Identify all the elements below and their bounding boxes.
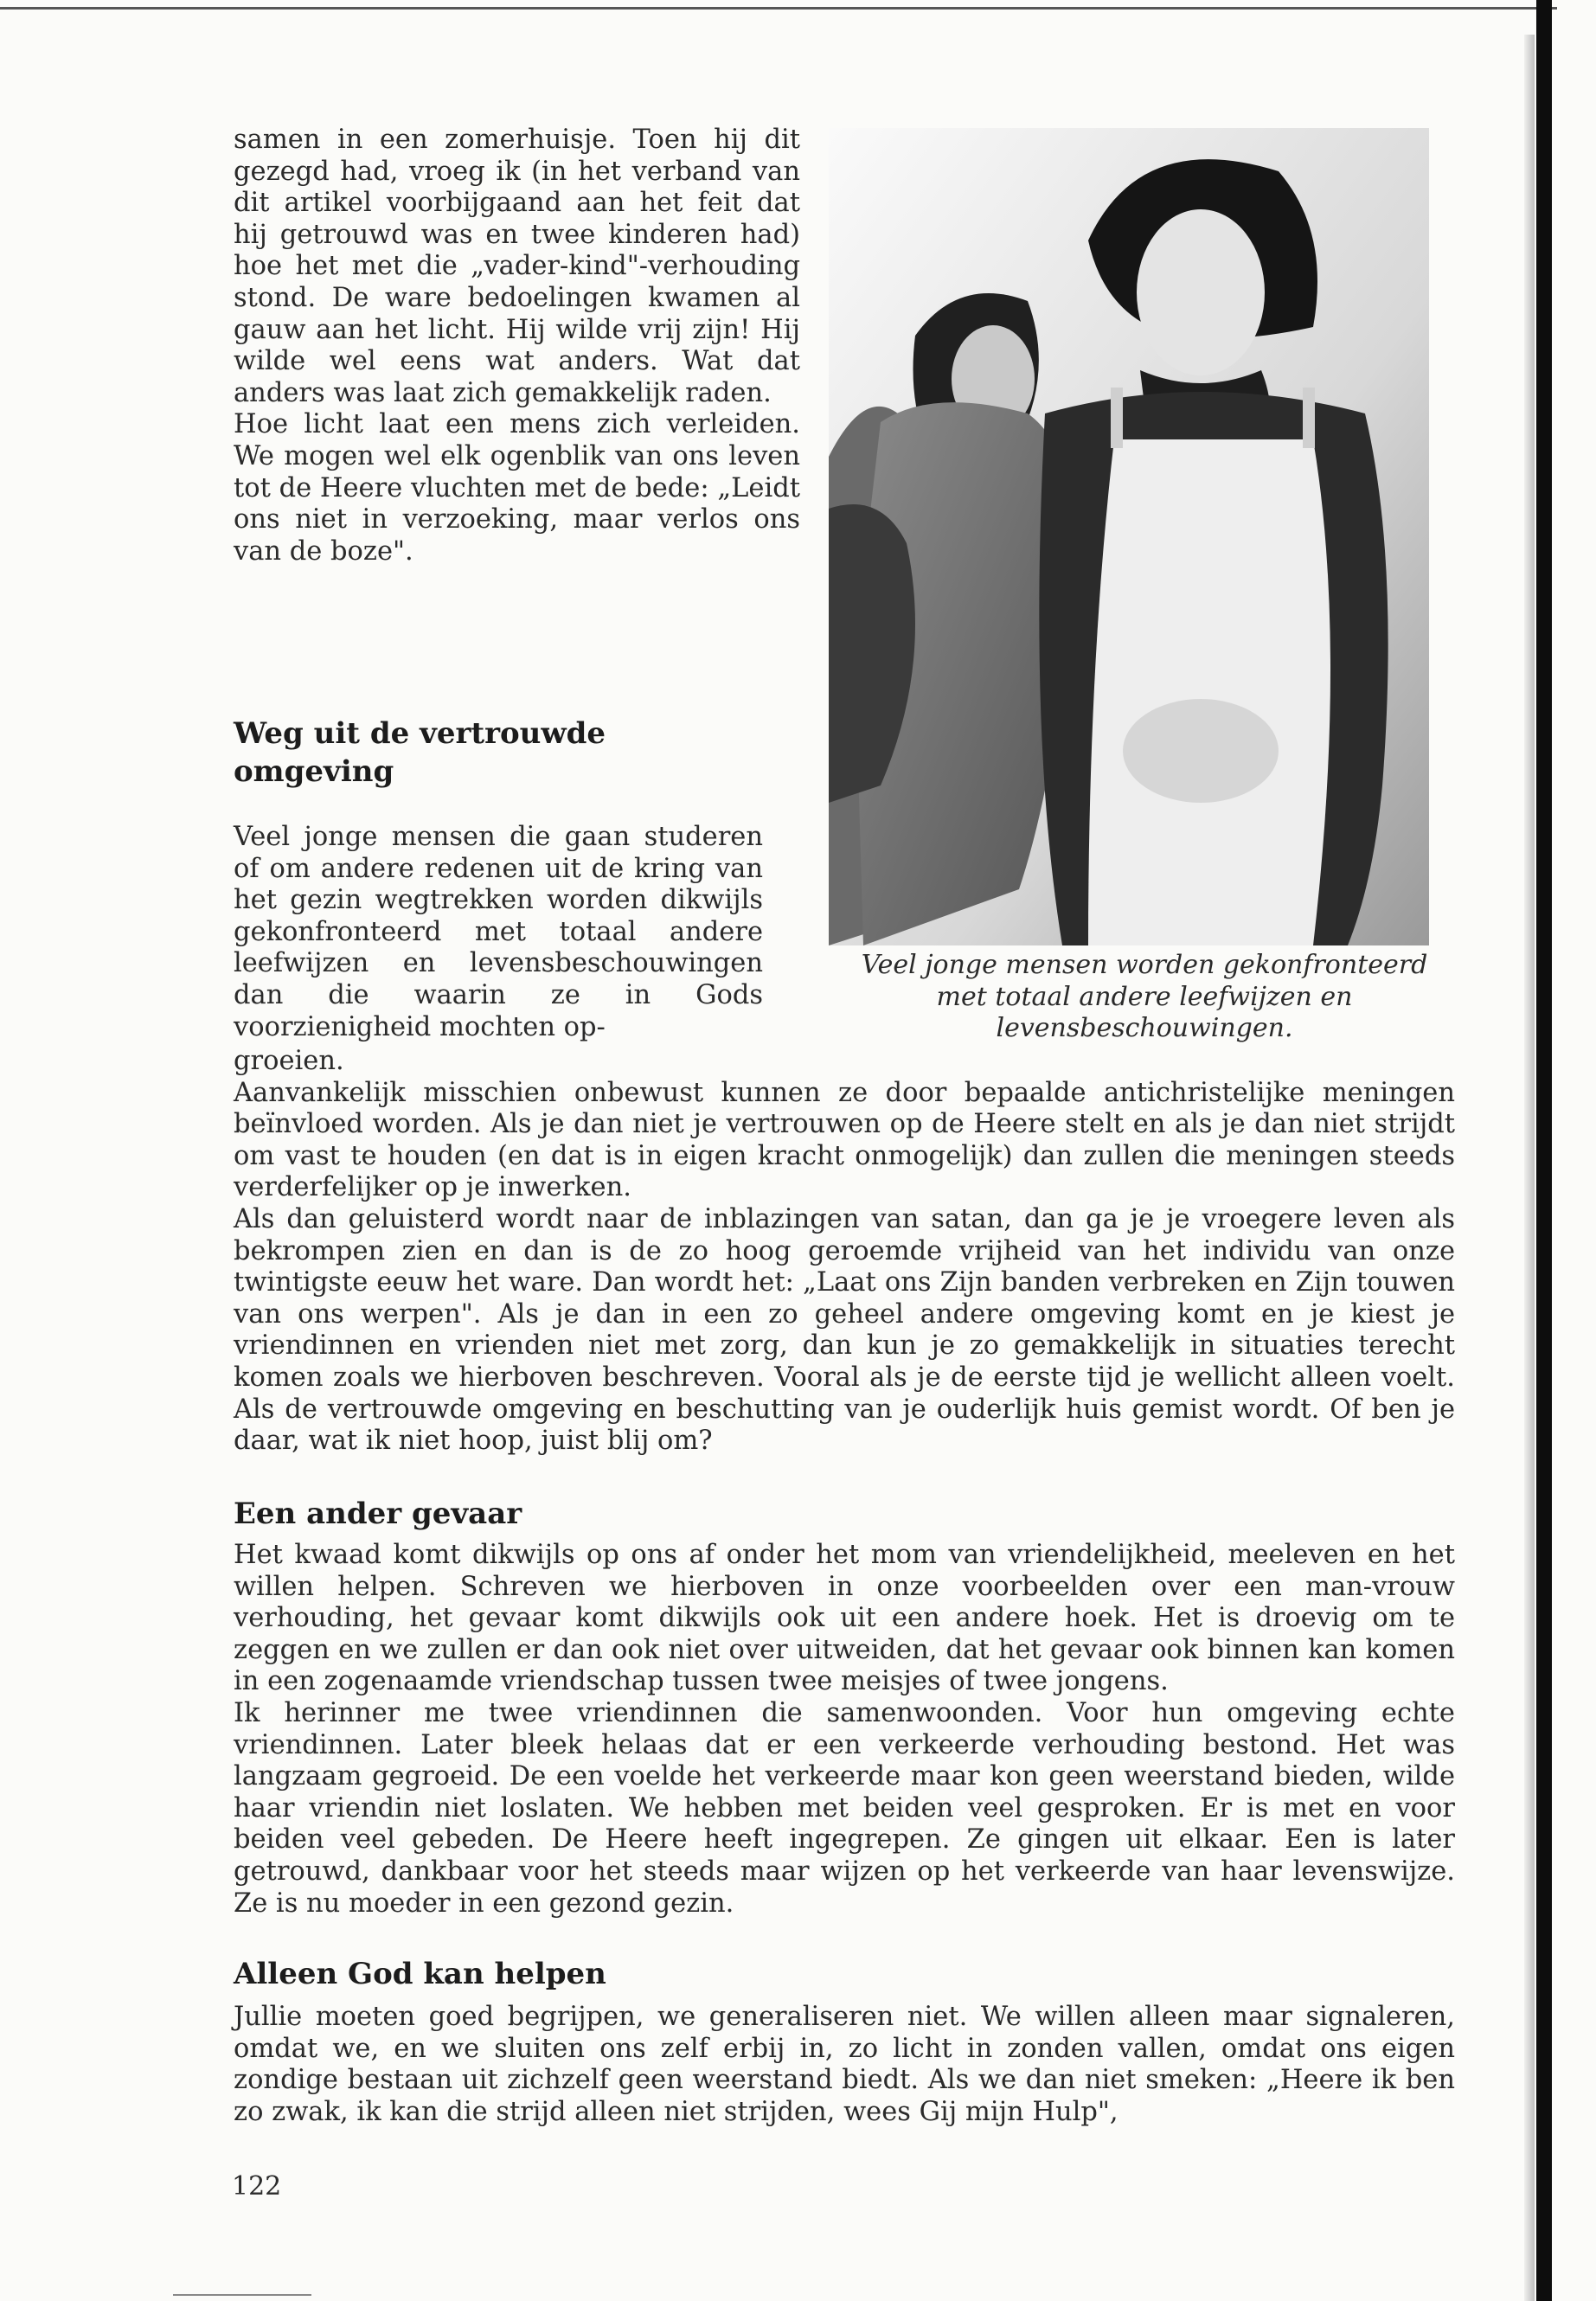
scan-edge-top	[0, 7, 1557, 10]
paragraph: Als dan geluisterd wordt naar de inblazingen van satan, dan ga je je vroegere leven als bekrompen zien en dan is de zo hoog geroemde vrijheid van het individu van onze twintigste eeuw het ware. Dan wordt het: „Laat ons Zijn banden verbreken en Zijn touwen van ons werpen". Als je dan in een zo geheel andere omgeving komt en je kiest je vriendinnen en vrienden niet met zorg, dan kun je zo gemakkelijk in situaties terecht komen zoals we hierboven beschreven. Vooral als je de eerste tijd je wellicht alleen voelt. Als de vertrouwde omgeving en beschutting van je ouderlijk huis gemist wordt. Of ben je daar, wat ik niet hoop, juist blij om?	[234, 1203, 1455, 1457]
paragraph: Het kwaad komt dikwijls op ons af onder het mom van vriendelijkheid, meeleven en het willen helpen. Schreven we hierboven in onze voorbeelden over een man-vrouw verhouding, het gevaar komt dikwijls ook uit een andere hoek. Het is droevig om te zeggen en we zullen er dan ook niet over uitweiden, dat het gevaar ook binnen kan komen in een zogenaamde vriendschap tussen twee meisjes of twee jongens.	[234, 1540, 1455, 1697]
section-heading-1-line2: omgeving	[234, 754, 394, 789]
caption-line: met totaal andere leefwijzen en	[936, 981, 1353, 1012]
paragraph: Hoe licht laat een mens zich verleiden. We mogen wel elk ogenblik van ons leven tot de Heere vluchten met de bede: „Leidt ons niet in verzoeking, maar verlos ons van de boze".	[234, 409, 800, 567]
photo-two-young-women	[829, 128, 1429, 945]
section-heading-1	[234, 715, 606, 791]
section2-text	[234, 1540, 1455, 1920]
section-heading-2: Een ander gevaar	[234, 1497, 522, 1531]
scan-edge-right	[1536, 0, 1552, 2301]
photo-caption	[829, 950, 1460, 1045]
paragraph: Jullie moeten goed begrijpen, we generaliseren niet. We willen alleen maar signaleren, omdat we, en we sluiten ons zelf erbij in, zo licht in zonden vallen, omdat ons eigen zondige bestaan uit zichzelf geen weerstand biedt. Als we dan niet smeken: „Heere ik ben zo zwak, ik kan die strijd alleen niet strijden, wees Gij mijn Hulp",	[234, 2002, 1455, 2127]
section-heading-1-line1: Weg uit de vertrouwde	[234, 716, 606, 751]
paragraph: Ik herinner me twee vriendinnen die samenwoonden. Voor hun omgeving echte vriendinnen. Later bleek helaas dat er een verkeerde verhouding bestond. Het was langzaam gegroeid. De een voelde het verkeerde maar kon geen weerstand bieden, wilde haar vriendin niet loslaten. We hebben met beiden veel gesproken. Er is met en voor beiden veel gebeden. De Heere heeft ingegrepen. Ze gingen uit elkaar. Een is later getrouwd, dankbaar voor het steeds maar wijzen op het verkeerde van haar levenswijze. Ze is nu moeder in een gezond gezin.	[234, 1697, 1455, 1919]
scan-edge-shadow	[1524, 35, 1535, 2301]
photo-illustration	[829, 128, 1429, 945]
section3-text	[234, 2002, 1455, 2128]
top-column-text	[234, 125, 800, 567]
caption-line: Veel jonge mensen worden gekonfronteerd	[861, 950, 1428, 980]
paragraph: groeien.	[234, 1046, 344, 1076]
section1-full-text	[234, 1046, 1455, 1458]
scan-edge-bottom	[173, 2294, 311, 2296]
paragraph: Aanvankelijk misschien onbewust kunnen ze door bepaalde antichristelijke meningen beïnvloed worden. Als je dan niet je vertrouwen op de Heere stelt en als je dan niet strijdt om vast te houden (en dat is in eigen kracht onmogelijk) dan zullen die meningen steeds verderfelijker op je inwerken.	[234, 1077, 1455, 1203]
page-number: 122	[232, 2171, 282, 2202]
section1-left-text	[234, 822, 763, 1043]
paragraph: Veel jonge mensen die gaan studeren of om andere redenen uit de kring van het gezin wegtrekken worden dikwijls gekonfronteerd met totaal andere leefwijzen en levensbeschouwingen dan die waarin ze in Gods voorzienigheid mochten op-	[234, 822, 763, 1042]
section-heading-3: Alleen God kan helpen	[234, 1957, 606, 1991]
paragraph: samen in een zomerhuisje. Toen hij dit gezegd had, vroeg ik (in het verband van dit artikel voorbijgaand aan het feit dat hij getrouwd was en twee kinderen had) hoe het met die „vader-kind"-verhouding stond. De ware bedoelingen kwamen al gauw aan het licht. Hij wilde vrij zijn! Hij wilde wel eens wat anders. Wat dat anders was laat zich gemakkelijk raden.	[234, 125, 800, 408]
caption-line: levensbeschouwingen.	[996, 1013, 1293, 1043]
